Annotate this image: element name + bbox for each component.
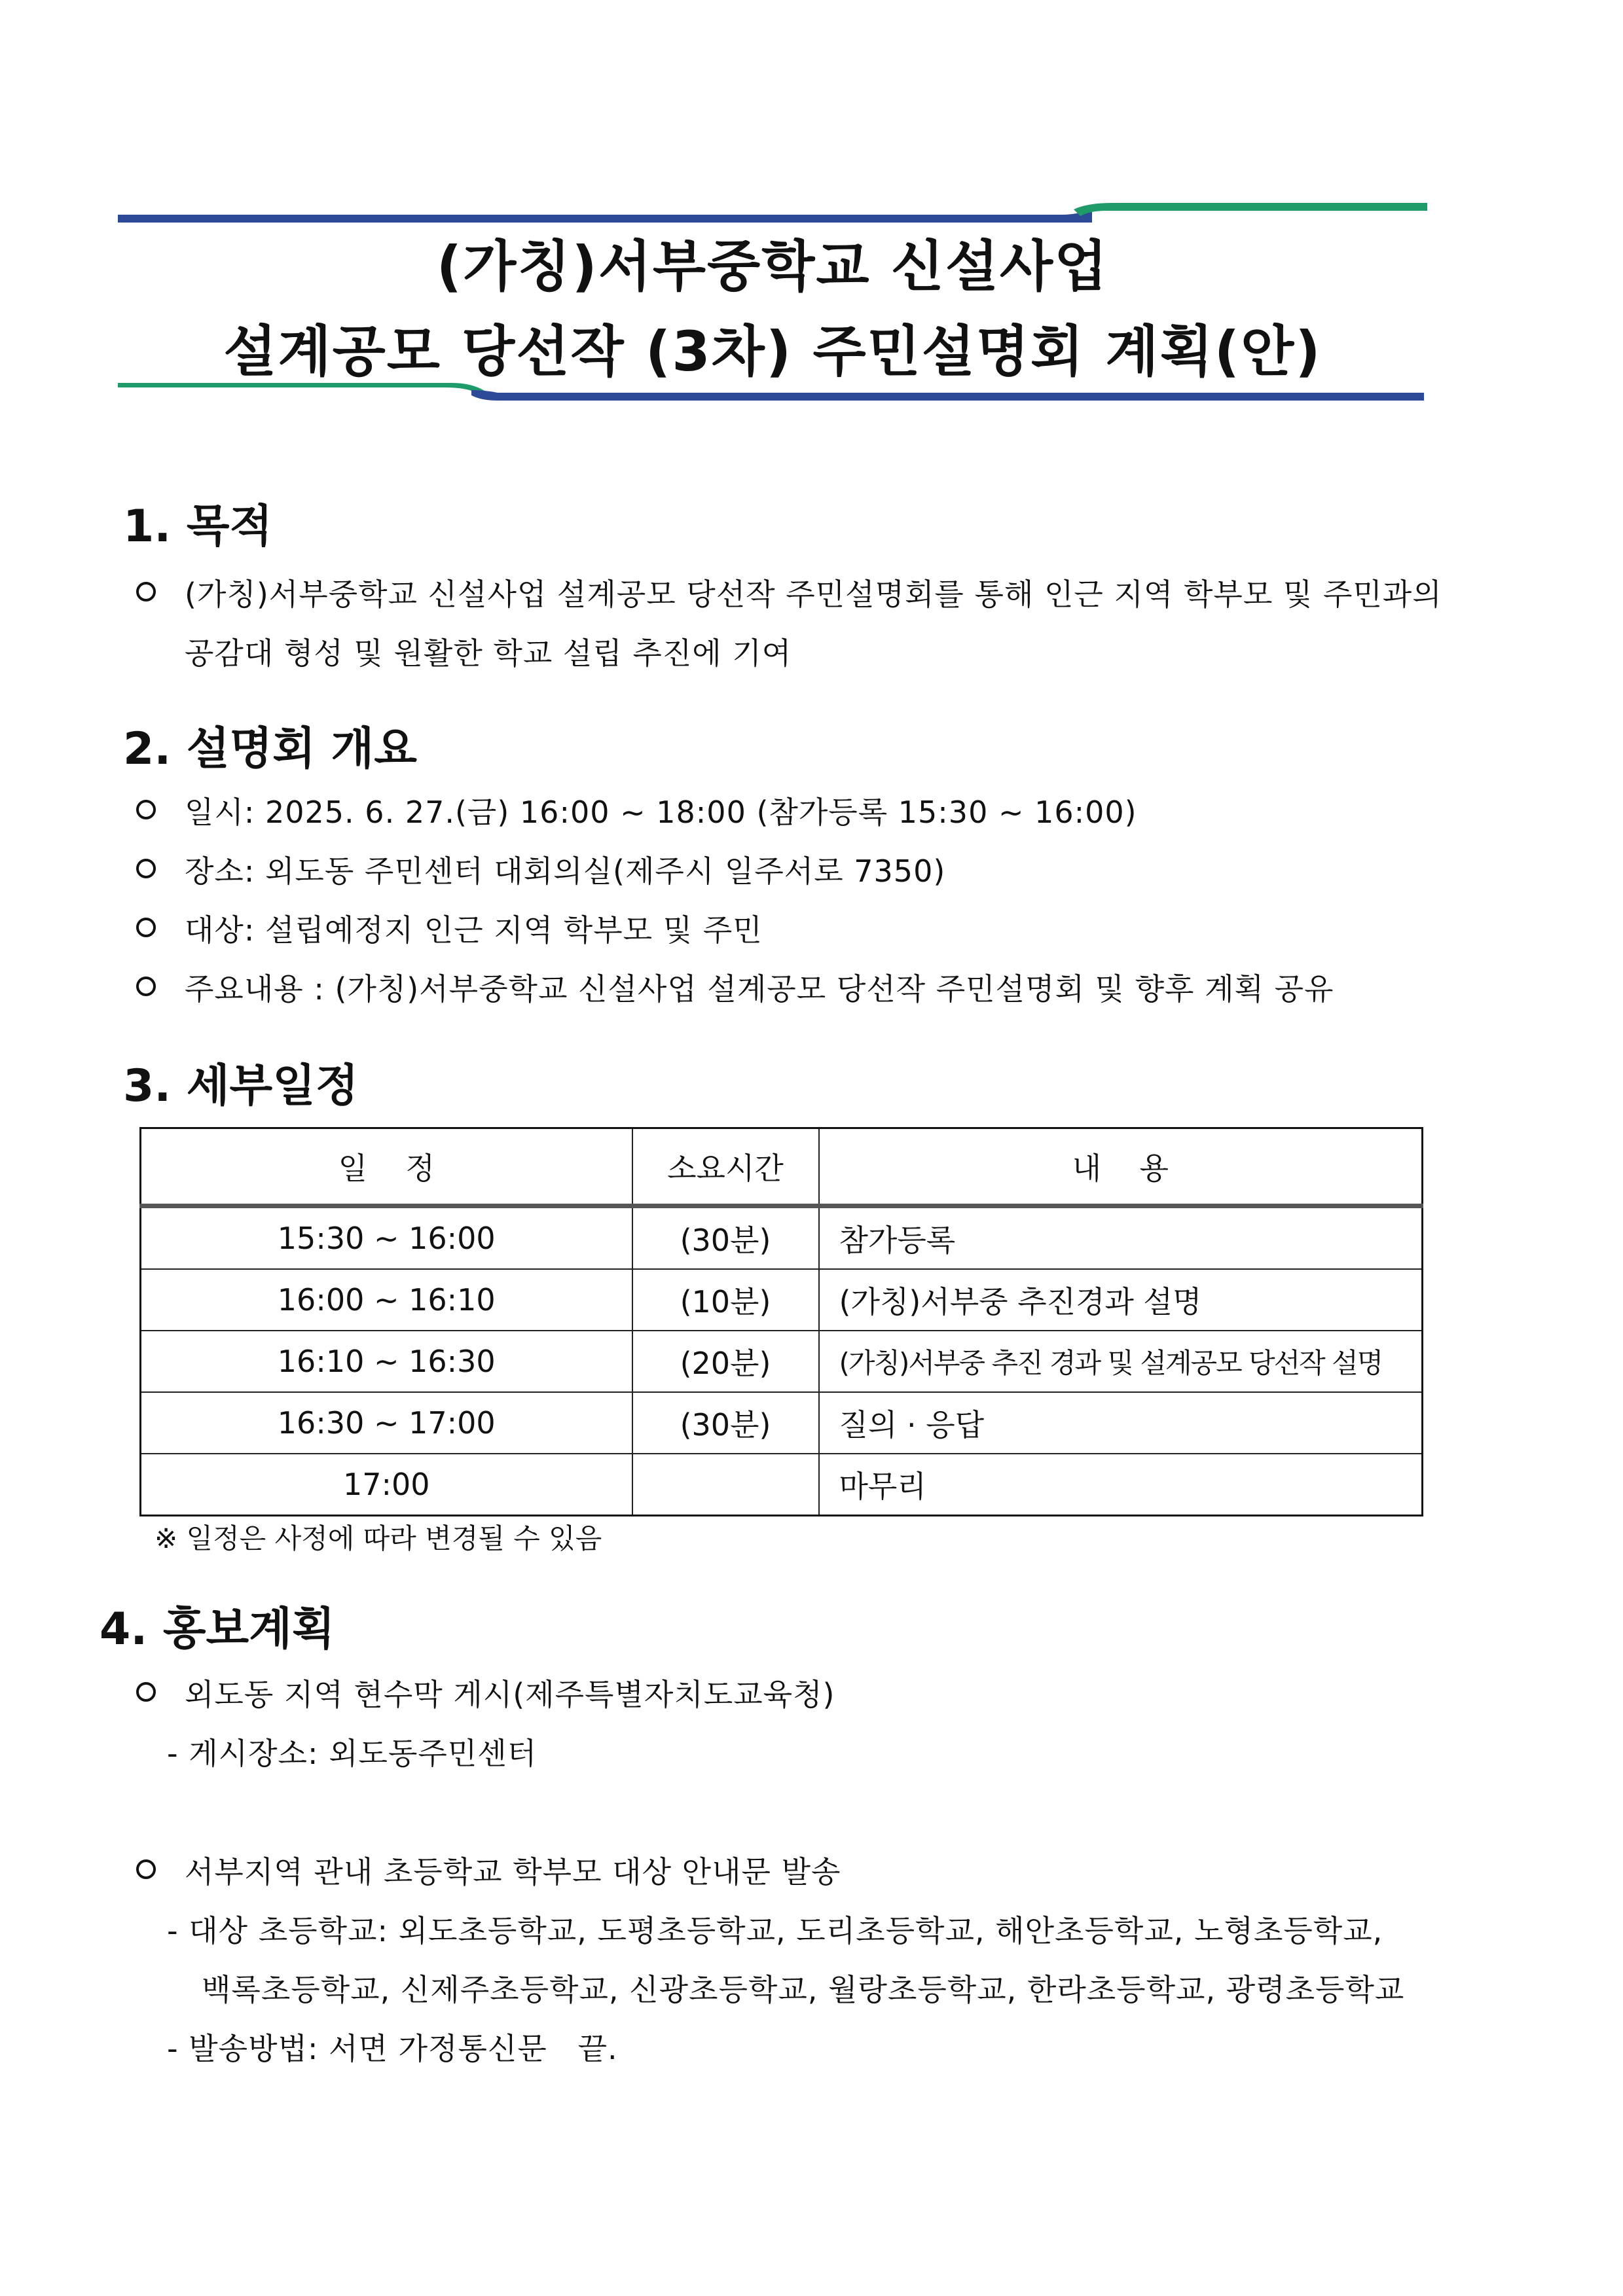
section-2-heading: 2. 설명회 개요 [123,723,417,775]
row-time: 16:30 ~ 17:00 [141,1392,632,1454]
promo-item-2-sub2: - 발송방법: 서면 가정통신문 끝. [167,2031,618,2066]
schedule-table [139,1127,1423,1516]
row-duration: (20분) [632,1331,819,1392]
top-green-band [1074,203,1427,216]
overview-place: 장소: 외도동 주민센터 대회의실(제주시 일주서로 7350) [185,853,946,889]
section-1-item-line1: (가칭)서부중학교 신설사업 설계공모 당선작 주민설명회를 통해 인근 지역 학부모 및 주민과의 [185,577,1442,612]
top-navy-band [118,208,1092,223]
bottom-navy-band [471,390,1424,401]
section-3-heading: 3. 세부일정 [123,1060,359,1112]
promo-item-2-sub1: - 대상 초등학교: 외도초등학교, 도평초등학교, 도리초등학교, 해안초등학교, 노형초등학교, [167,1913,1383,1948]
title-line-1: (가칭)서부중학교 신설사업 [436,234,1109,298]
row-time: 16:10 ~ 16:30 [141,1331,632,1392]
section-1-heading: 1. 목적 [123,501,273,552]
promo-item-2: 서부지역 관내 초등학교 학부모 대상 안내문 발송 [185,1854,841,1890]
overview-date: 일시: 2025. 6. 27.(금) 16:00 ~ 18:00 (참가등록 15:30 ~ 16:00) [185,795,1137,830]
table-row [141,1454,1423,1516]
row-duration [632,1454,819,1516]
row-content: (가칭)서부중 추진경과 설명 [819,1269,1423,1331]
schedule-note: ※ 일정은 사정에 따라 변경될 수 있음 [155,1522,602,1554]
bullet-circle-icon [136,800,156,819]
schedule-header-row [141,1128,1423,1206]
section-1-item-line2: 공감대 형성 및 원활한 학교 설립 추진에 기여 [185,636,792,671]
header-duration: 소요시간 [632,1128,819,1206]
row-duration: (30분) [632,1392,819,1454]
row-content: 마무리 [819,1454,1423,1516]
section-4-heading: 4. 홍보계획 [100,1604,335,1655]
row-duration: (10분) [632,1269,819,1331]
overview-content: 주요내용 : (가칭)서부중학교 신설사업 설계공모 당선작 주민설명회 및 향후 계획 공유 [185,971,1334,1007]
bullet-circle-icon [136,859,156,878]
promo-item-1-sub: - 게시장소: 외도동주민센터 [167,1736,538,1771]
table-row [141,1392,1423,1454]
row-content: 참가등록 [819,1206,1423,1270]
promo-item-1: 외도동 지역 현수막 게시(제주특별자치도교육청) [185,1677,835,1712]
row-content: (가칭)서부중 추진 경과 및 설계공모 당선작 설명 [819,1331,1423,1392]
bullet-circle-icon [136,1859,156,1879]
header-content: 내 용 [819,1128,1423,1206]
promo-item-2-sub1-cont: 백록초등학교, 신제주초등학교, 신광초등학교, 월랑초등학교, 한라초등학교, 광령초등학교 [202,1972,1405,2007]
row-time: 16:00 ~ 16:10 [141,1269,632,1331]
bullet-circle-icon [136,1682,156,1702]
bullet-circle-icon [136,918,156,937]
bullet-circle-icon [136,977,156,996]
table-row [141,1269,1423,1331]
table-row [141,1206,1423,1270]
table-row [141,1331,1423,1392]
row-content: 질의 · 응답 [819,1392,1423,1454]
row-time: 15:30 ~ 16:00 [141,1206,632,1270]
title-line-2: 설계공모 당선작 (3차) 주민설명회 계획(안) [223,319,1322,384]
row-time: 17:00 [141,1454,632,1516]
header-time: 일 정 [141,1128,632,1206]
row-duration: (30분) [632,1206,819,1270]
overview-target: 대상: 설립예정지 인근 지역 학부모 및 주민 [185,912,763,948]
bullet-circle-icon [136,582,156,601]
